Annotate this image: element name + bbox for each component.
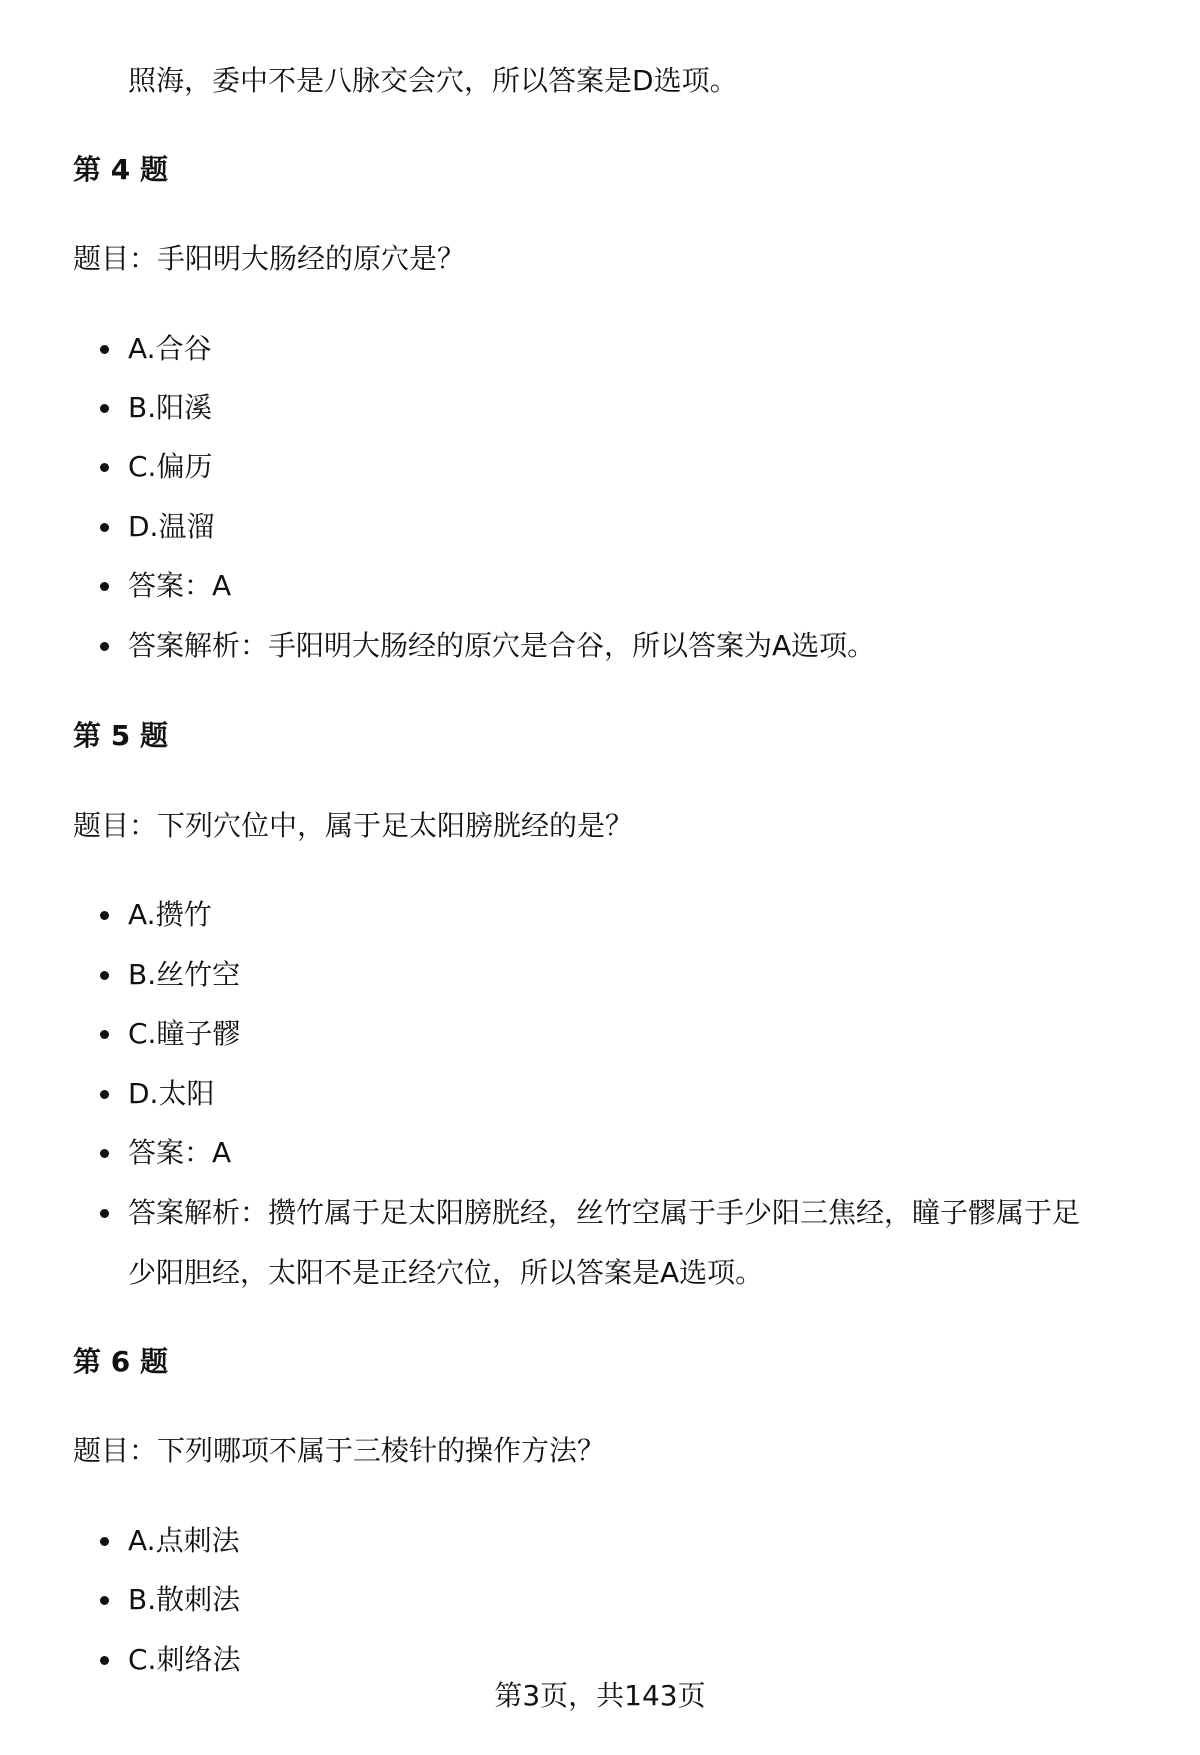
question-5-heading: 第 5 题: [73, 719, 168, 752]
question-4-option-b: B.阳溪: [128, 388, 212, 428]
question-4-option-a: A.合谷: [128, 329, 212, 369]
question-5-analysis: 答案解析：攒竹属于足太阳膀胱经，丝竹空属于手少阳三焦经，瞳子髎属于足: [128, 1193, 1080, 1233]
question-6-text: 题目：下列哪项不属于三棱针的操作方法？: [73, 1434, 606, 1467]
question-5-option-d: D.太阳: [128, 1074, 214, 1114]
question-5-analysis-continued: 少阳胆经，太阳不是正经穴位，所以答案是A选项。: [128, 1256, 764, 1289]
question-5-text: 题目：下列穴位中，属于足太阳膀胱经的是？: [73, 809, 634, 842]
question-5-option-c: C.瞳子髎: [128, 1014, 240, 1054]
question-5-option-a: A.攒竹: [128, 895, 212, 935]
question-6-heading: 第 6 题: [73, 1345, 168, 1378]
question-4-answer: 答案：A: [128, 566, 231, 606]
page-number-footer: 第3页，共143页: [494, 1679, 706, 1712]
question-5-option-b: B.丝竹空: [128, 955, 240, 995]
question-6-option-b: B.散刺法: [128, 1580, 240, 1620]
question-4-option-c: C.偏历: [128, 447, 212, 487]
question-4-heading: 第 4 题: [73, 153, 168, 186]
continuation-text: 照海，委中不是八脉交会穴，所以答案是D选项。: [128, 64, 738, 97]
question-6-option-c: C.刺络法: [128, 1640, 240, 1680]
question-4-text: 题目：手阳明大肠经的原穴是？: [73, 242, 466, 275]
question-4-option-d: D.温溜: [128, 507, 214, 547]
question-5-answer: 答案：A: [128, 1133, 231, 1173]
question-6-option-a: A.点刺法: [128, 1521, 240, 1561]
question-4-analysis: 答案解析：手阳明大肠经的原穴是合谷，所以答案为A选项。: [128, 626, 875, 666]
